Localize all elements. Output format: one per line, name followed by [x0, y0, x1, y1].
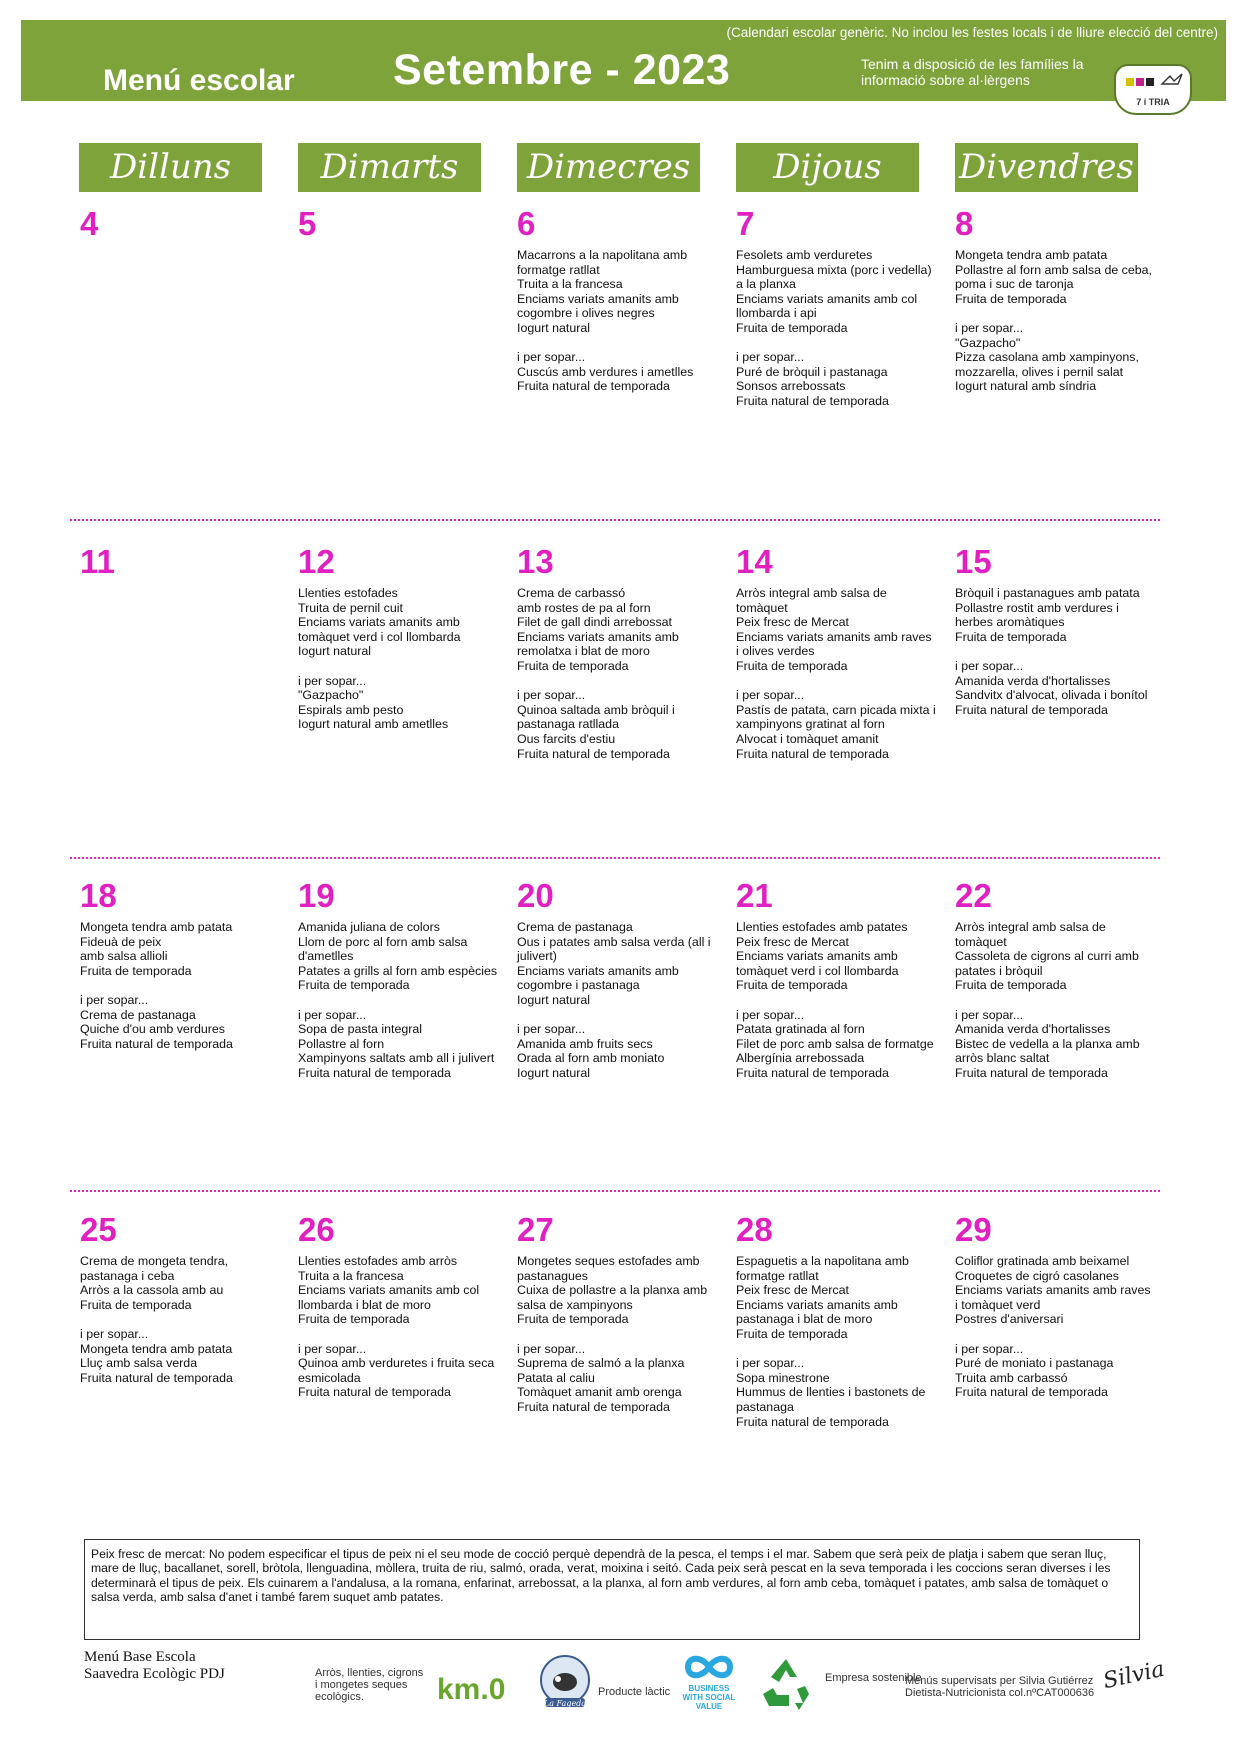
- day-number: 18: [80, 877, 117, 914]
- day-cell: [80, 544, 280, 586]
- day-number: 4: [80, 205, 99, 242]
- day-cell: [736, 878, 936, 1081]
- day-menu: Arròs integral amb salsa de tomàquet Cassoleta de cigrons al curri amb patates i bròquil Fruita de temporada i per sopar... Amanida verda d'hortalisses Bistec de vedella a la planxa amb arròs blanc saltat Fruita natural de temporada: [955, 920, 1140, 1080]
- recycle-icon: [757, 1656, 815, 1710]
- week-divider: [70, 857, 1160, 859]
- base-line-2: Saavedra Ecològic PDJ: [84, 1666, 225, 1682]
- day-cell: [955, 878, 1155, 1081]
- day-menu: Mongeta tendra amb patata Fideuà de peix amb salsa allioli Fruita de temporada i per sopar... Crema de pastanaga Quiche d'ou amb verdures Fruita natural de temporada: [80, 920, 233, 1051]
- day-cell: [298, 878, 498, 1081]
- day-menu: Llenties estofades amb arròs Truita a la francesa Enciams variats amanits amb col llombarda i blat de moro Fruita de temporada i per sopar... Quinoa amb verduretes i fruita seca esmicolada Fruita natural de temporada: [298, 1254, 495, 1400]
- day-number: 15: [955, 543, 992, 580]
- day-cell: [517, 878, 717, 1081]
- day-cell: [517, 544, 717, 761]
- supervised-line-2: Dietista-Nutricionista col.nºCAT000636: [905, 1687, 1095, 1699]
- supervised-by: [905, 1675, 1094, 1699]
- day-cell: [298, 544, 498, 732]
- day-cell: [955, 1212, 1155, 1400]
- logo-square-icon: [1146, 78, 1154, 86]
- day-number: 20: [517, 877, 554, 914]
- day-cell: [80, 878, 280, 1051]
- week-divider: [70, 1190, 1160, 1192]
- supervised-line-1: Menús supervisats per Silvia Gutiérrez: [905, 1675, 1094, 1687]
- month-title: Setembre - 2023: [393, 46, 731, 94]
- day-cell: [736, 544, 936, 761]
- tria-logo: [1114, 64, 1192, 115]
- day-menu: Crema de carbassó amb rostes de pa al forn Filet de gall dindi arrebossat Enciams variats amanits amb remolatxa i blat de moro Fruita de temporada i per sopar... Quinoa saltada amb bròquil i pastanaga ratllada Ous farcits d'estiu Fruita natural de temporada: [517, 586, 679, 761]
- calendar-note: (Calendari escolar genèric. No inclou les festes locals i de lliure elecció del centre): [726, 25, 1218, 40]
- day-number: 6: [517, 205, 536, 242]
- day-menu: Crema de mongeta tendra, pastanaga i ceba Arròs a la cassola amb au Fruita de temporada i per sopar... Mongeta tendra amb patata Lluç amb salsa verda Fruita natural de temporada: [80, 1254, 233, 1385]
- day-menu: Fesolets amb verduretes Hamburguesa mixta (porc i vedella) a la planxa Enciams variats amanits amb col llombarda i api Fruita de temporada i per sopar... Puré de bròquil i pastanaga Sonsos arrebossats Fruita natural de temporada: [736, 248, 932, 408]
- day-cell: [736, 1212, 936, 1429]
- day-cell: [736, 206, 936, 409]
- day-number: 28: [736, 1211, 773, 1248]
- menu-base-label: [84, 1649, 225, 1683]
- day-menu: Coliflor gratinada amb beixamel Croquetes de cigró casolanes Enciams variats amanits amb raves i tomàquet verd Postres d'aniversari i per sopar... Puré de moniato i pastanaga Truita amb carbassó Fruita natural de temporada: [955, 1254, 1151, 1400]
- logo-square-icon: [1126, 78, 1134, 86]
- day-number: 19: [298, 877, 335, 914]
- day-number: 21: [736, 877, 773, 914]
- fish-note-box: [84, 1539, 1140, 1640]
- bird-icon: [1160, 72, 1184, 88]
- dairy-label: Producte làctic: [598, 1686, 671, 1698]
- day-number: 11: [80, 543, 115, 580]
- logo-text: 7 i TRIA: [1136, 97, 1170, 107]
- day-menu: Mongetes seques estofades amb pastanagues Cuixa de pollastre a la planxa amb salsa de xampinyons Fruita de temporada i per sopar... Suprema de salmó a la planxa Patata al caliu Tomàquet amanit amb orenga Fruita natural de temporada: [517, 1254, 708, 1414]
- day-number: 14: [736, 543, 773, 580]
- day-menu: Crema de pastanaga Ous i patates amb salsa verda (all i julivert) Enciams variats amanits amb cogombre i pastanaga Iogurt natural i per sopar... Amanida amb fruits secs Orada al forn amb moniato Iogurt natural: [517, 920, 711, 1080]
- day-number: 27: [517, 1211, 554, 1248]
- km0-logo: km.0: [437, 1673, 506, 1706]
- week-divider: [70, 519, 1160, 521]
- base-line-1: Menú Base Escola: [84, 1649, 196, 1665]
- day-number: 8: [955, 205, 974, 242]
- day-cell: [298, 206, 498, 248]
- day-number: 7: [736, 205, 755, 242]
- day-number: 12: [298, 543, 335, 580]
- day-number: 26: [298, 1211, 335, 1248]
- farm-logo-text: La Fageda: [543, 1699, 587, 1708]
- day-cell: [955, 206, 1155, 394]
- day-cell: [955, 544, 1155, 717]
- day-menu: Arròs integral amb salsa de tomàquet Peix fresc de Mercat Enciams variats amanits amb raves i olives verdes Fruita de temporada i per sopar... Pastís de patata, carn picada mixta i xampinyons gratinat al forn Alvocat i tomàquet amanit Fruita natural de temporada: [736, 586, 936, 761]
- day-menu: Macarrons a la napolitana amb formatge ratllat Truita a la francesa Enciams variats amanits amb cogombre i olives negres Iogurt natural i per sopar... Cuscús amb verdures i ametlles Fruita natural de temporada: [517, 248, 694, 394]
- day-menu: Llenties estofades amb patates Peix fresc de Mercat Enciams variats amanits amb tomàquet verd i col llombarda Fruita de temporada i per sopar... Patata gratinada al forn Filet de porc amb salsa de formatge Albergínia arrebossada Fruita natural de temporada: [736, 920, 934, 1080]
- infinity-icon: [684, 1652, 734, 1682]
- day-cell: [80, 206, 280, 248]
- social-value-label: BUSINESS WITH SOCIAL VALUE: [682, 1684, 736, 1711]
- allergen-info: Tenim a disposició de les famílies la informació sobre al·lèrgens: [861, 56, 1084, 88]
- logo-square-icon: [1136, 78, 1144, 86]
- day-number: 5: [298, 205, 317, 242]
- day-menu: Mongeta tendra amb patata Pollastre al forn amb salsa de ceba, poma i suc de taronja Fruita de temporada i per sopar... "Gazpacho" Pizza casolana amb xampinyons, mozzarella, olives i pernil salat Iogurt natural amb síndria: [955, 248, 1152, 394]
- weekday-header: Dilluns: [79, 143, 262, 192]
- day-cell: [80, 1212, 280, 1385]
- sustainable-label: Empresa sostenible: [825, 1672, 922, 1684]
- weekday-header: Dimecres: [517, 143, 700, 192]
- day-cell: [298, 1212, 498, 1400]
- weekday-header: Dijous: [736, 143, 919, 192]
- menu-title: Menú escolar: [103, 64, 295, 97]
- day-cell: [517, 206, 717, 394]
- day-number: 13: [517, 543, 554, 580]
- day-cell: [517, 1212, 717, 1415]
- signature: Silvia: [1101, 1656, 1167, 1695]
- day-menu: Espaguetis a la napolitana amb formatge ratllat Peix fresc de Mercat Enciams variats amanits amb pastanaga i blat de moro Fruita de temporada i per sopar... Sopa minestrone Hummus de llenties i bastonets de pastanaga Fruita natural de temporada: [736, 1254, 926, 1429]
- eco-label: Arròs, llenties, cigrons i mongetes seques ecològics.: [315, 1667, 424, 1703]
- day-number: 25: [80, 1211, 117, 1248]
- day-menu: Llenties estofades Truita de pernil cuit Enciams variats amanits amb tomàquet verd i col llombarda Iogurt natural i per sopar... "Gazpacho" Espirals amb pesto Iogurt natural amb ametlles: [298, 586, 461, 732]
- weekday-header: Divendres: [955, 143, 1138, 192]
- weekday-header: Dimarts: [298, 143, 481, 192]
- day-menu: Amanida juliana de colors Llom de porc al forn amb salsa d'ametlles Patates a grills al forn amb espècies Fruita de temporada i per sopar... Sopa de pasta integral Pollastre al forn Xampinyons saltats amb all i julivert Fruita natural de temporada: [298, 920, 498, 1080]
- header-banner: [21, 20, 1226, 107]
- fish-note-text: Peix fresc de mercat: No podem especificar el tipus de peix ni el seu mode de cocció perquè dependrà de la pesca, el temps i el mar. Sabem que serà peix de platja i sabem que seran lluç, mare de lluç, bacallanet, sorell, bròtola, llenguadina, mòllera, truita de riu, salmó, orada, verat, moixina i seitó. Cada peix serà pescat en la seva temporada i les coccions seran diverses i les determinarà el tipus de peix. Els cuinarem a l'andalusa, a la romana, enfarinat, arrebossat, a la planxa, al forn amb verdures, al forn amb ceba, tomàquet i patates, amb salsa de tomàquet o salsa verda, amb salsa d'anet i també farem suquet amb patates.: [91, 1547, 1111, 1605]
- day-number: 22: [955, 877, 992, 914]
- day-menu: Bròquil i pastanagues amb patata Pollastre rostit amb verdures i herbes aromàtiques Fruita de temporada i per sopar... Amanida verda d'hortalisses Sandvitx d'alvocat, olivada i bonítol Fruita natural de temporada: [955, 586, 1148, 717]
- day-number: 29: [955, 1211, 992, 1248]
